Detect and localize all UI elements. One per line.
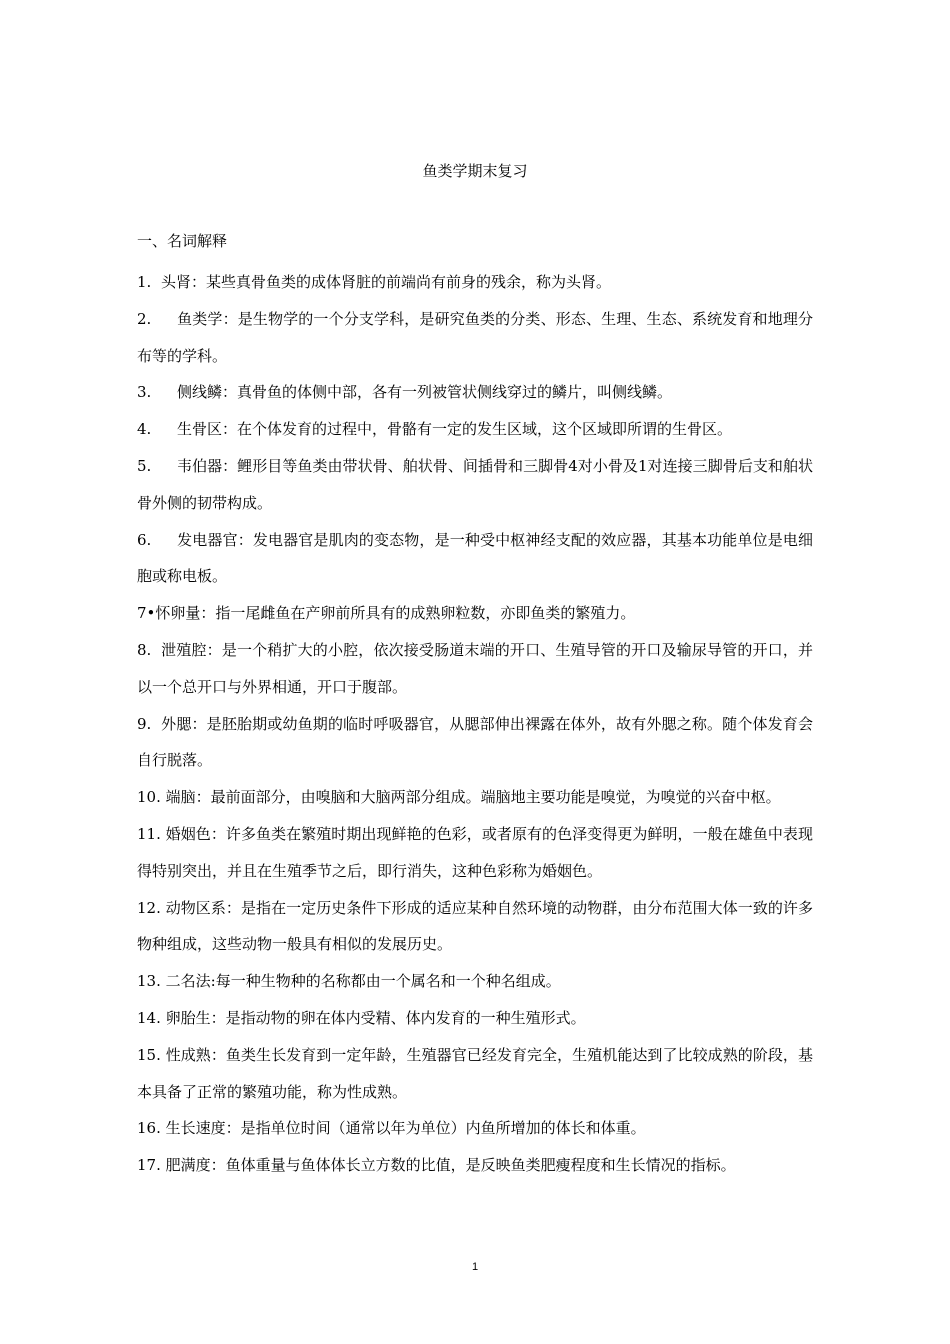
- entry-text: 发电器官：发电器官是肌肉的变态物，是一种受中枢神经支配的效应器，其基本功能单位是电细胞或称电板。: [137, 530, 813, 586]
- entry-number: 10.: [137, 788, 161, 807]
- entry-number: 14.: [137, 1008, 161, 1027]
- page-number: 1: [471, 1261, 479, 1273]
- entry-text: 端脑：最前面部分，由嗅脑和大脑两部分组成。端脑地主要功能是嗅觉，为嗅觉的兴奋中枢。: [165, 788, 781, 807]
- glossary-entry: [137, 1037, 813, 1111]
- entry-text: 韦伯器：鲤形目等鱼类由带状骨、舶状骨、间插骨和三脚骨4对小骨及1对连接三脚骨后支和舶状骨外侧的韧带构成。: [137, 456, 813, 512]
- entry-text: 头肾：某些真骨鱼类的成体肾脏的前端尚有前身的残余，称为头肾。: [161, 273, 612, 291]
- entry-number: 16.: [137, 1119, 161, 1138]
- glossary-entry: [137, 1110, 813, 1147]
- entry-number: 3.: [137, 383, 152, 402]
- glossary-entry: [137, 816, 813, 890]
- entry-text: 侧线鳞：真骨鱼的体侧中部，各有一列被管状侧线穿过的鳞片，叫侧线鳞。: [177, 383, 673, 402]
- entry-number: 4.: [137, 420, 152, 439]
- entry-text: 泄殖腔：是一个稍扩大的小腔，依次接受肠道末端的开口、生殖导管的开口及输尿导管的开口，并以一个总开口与外界相通，开口于腹部。: [137, 640, 813, 696]
- glossary-entry: [137, 779, 813, 816]
- entry-text: 肥满度：鱼体重量与鱼体体长立方数的比值，是反映鱼类肥瘦程度和生长情况的指标。: [165, 1156, 736, 1175]
- glossary-entry: [137, 890, 813, 964]
- glossary-entry: [137, 448, 813, 522]
- entry-number: 11.: [137, 824, 161, 843]
- entry-number: 5.: [137, 456, 152, 475]
- entry-text: 生长速度：是指单位时间（通常以年为单位）内鱼所增加的体长和体重。: [165, 1119, 646, 1138]
- glossary-entry: [137, 522, 813, 596]
- entry-text: 动物区系：是指在一定历史条件下形成的适应某种自然环境的动物群，由分布范围大体一致的许多物种组成，这些动物一般具有相似的发展历史。: [137, 898, 813, 954]
- entry-number: 15.: [137, 1045, 161, 1064]
- entry-number: 8.: [137, 640, 152, 659]
- entry-number: 7•: [137, 604, 156, 623]
- glossary-entry: [137, 264, 813, 301]
- entry-number: 6.: [137, 530, 152, 549]
- entry-number: 12.: [137, 898, 161, 917]
- entry-number: 13.: [137, 972, 161, 991]
- glossary-entry: [137, 374, 813, 411]
- glossary-entry: [137, 595, 813, 632]
- entry-text: 怀卵量：指一尾雌鱼在产卵前所具有的成熟卵粒数，亦即鱼类的繁殖力。: [155, 604, 636, 623]
- entry-text: 二名法:每一种生物种的名称都由一个属名和一个种名组成。: [165, 972, 561, 991]
- glossary-entry: [137, 706, 813, 780]
- section-heading: 一、名词解释: [137, 232, 228, 250]
- entry-text: 卵胎生：是指动物的卵在体内受精、体内发育的一种生殖形式。: [165, 1008, 586, 1027]
- entry-number: 2.: [137, 309, 152, 328]
- glossary-entry: [137, 963, 813, 1000]
- document-title: 鱼类学期末复习: [422, 162, 528, 180]
- glossary-entry: [137, 632, 813, 706]
- entry-text: 生骨区：在个体发育的过程中，骨骼有一定的发生区域，这个区域即所谓的生骨区。: [177, 420, 733, 439]
- glossary-entry: [137, 411, 813, 448]
- entry-text: 婚姻色：许多鱼类在繁殖时期出现鲜艳的色彩，或者原有的色泽变得更为鲜明，一般在雄鱼中表现得特别突出，并且在生殖季节之后，即行消失，这种色彩称为婚姻色。: [137, 824, 813, 880]
- glossary-list: [137, 264, 813, 1184]
- entry-number: 1.: [137, 273, 152, 291]
- entry-text: 鱼类学：是生物学的一个分支学科，是研究鱼类的分类、形态、生理、生态、系统发育和地理分布等的学科。: [137, 309, 813, 365]
- glossary-entry: [137, 1147, 813, 1184]
- entry-text: 外腮：是胚胎期或幼鱼期的临时呼吸器官，从腮部伸出裸露在体外，故有外腮之称。随个体发育会自行脱落。: [137, 714, 813, 770]
- entry-text: 性成熟：鱼类生长发育到一定年龄，生殖器官已经发育完全，生殖机能达到了比较成熟的阶段，基本具备了正常的繁殖功能，称为性成熟。: [137, 1045, 813, 1101]
- entry-number: 17.: [137, 1156, 161, 1175]
- glossary-entry: [137, 1000, 813, 1037]
- entry-number: 9.: [137, 714, 152, 733]
- glossary-entry: [137, 301, 813, 375]
